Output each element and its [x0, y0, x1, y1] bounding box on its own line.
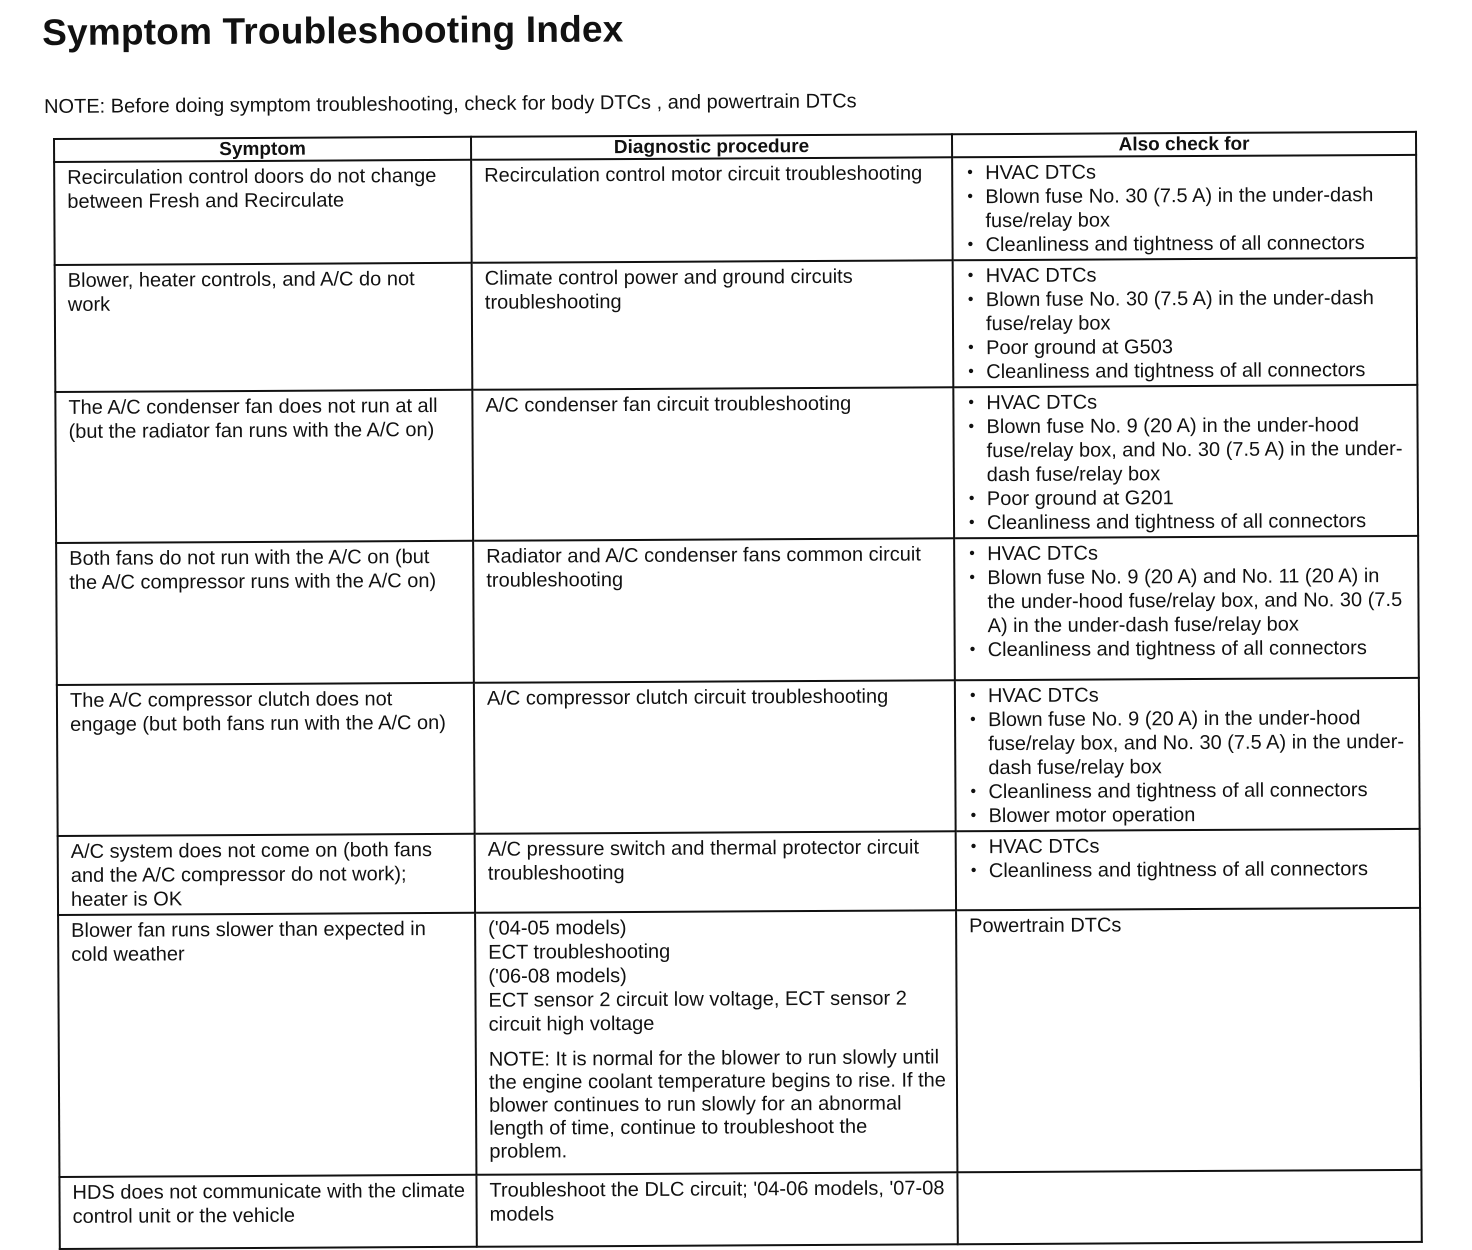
list-item [965, 159, 1405, 185]
bullet-icon: • [970, 838, 977, 856]
bullet-icon: • [970, 711, 976, 729]
list-item [966, 286, 1406, 336]
list-item [969, 802, 1409, 828]
list-item [966, 231, 1406, 257]
symptom-cell: The A/C condenser fan does not run at all (but the radiator fan runs with the A/C on) [55, 390, 473, 543]
bullet-icon: • [967, 267, 974, 285]
page-title: Symptom Troubleshooting Index [42, 8, 624, 53]
list-item-text: Cleanliness and tightness of all connectors [987, 637, 1367, 662]
also-check-cell [956, 908, 1421, 1172]
table-row [54, 155, 1417, 265]
bullet-icon: • [970, 862, 977, 880]
also-check-cell [954, 536, 1419, 680]
list-item-text: Cleanliness and tightness of all connectors [988, 779, 1368, 804]
also-check-list [965, 159, 1405, 257]
list-item [967, 540, 1407, 566]
list-item-text: Poor ground at G201 [986, 487, 1174, 511]
procedure-line: ('04-05 models) [488, 917, 627, 940]
also-check-cell [957, 1170, 1421, 1244]
bullet-icon: • [969, 641, 976, 659]
list-item [968, 636, 1408, 662]
procedure-line: Troubleshoot the DLC circuit; '04-06 models, '07-08 models [489, 1177, 945, 1226]
procedure-cell [475, 910, 957, 1175]
list-item-text: Cleanliness and tightness of all connectors [986, 510, 1367, 535]
procedure-cell [474, 680, 956, 834]
procedure-line: A/C compressor clutch circuit troubleshooting [486, 685, 889, 710]
list-item [966, 389, 1406, 415]
list-item [967, 485, 1407, 511]
symptom-cell: HDS does not communicate with the climate control unit or the vehicle [59, 1175, 476, 1249]
table-row [57, 678, 1420, 836]
bullet-icon: • [969, 687, 976, 705]
procedure-line: ECT sensor 2 circuit low voltage, ECT sensor 2 circuit high voltage [488, 987, 907, 1036]
bullet-icon: • [968, 514, 975, 532]
list-item [968, 706, 1408, 780]
bullet-icon: • [967, 164, 973, 182]
also-check-list [968, 682, 1409, 828]
symptom-cell: A/C system does not come on (both fans and the A/C compressor do not work); heater is OK [58, 834, 475, 915]
bullet-icon: • [969, 545, 975, 563]
procedure-cell [471, 157, 953, 263]
bullet-icon: • [968, 418, 975, 436]
header-also-check-for: Also check for [952, 132, 1416, 157]
list-item-text: Blown fuse No. 9 (20 A) in the under-hood fuse/relay box, and No. 30 (7.5 A) in the under-dash fuse/relay box [986, 414, 1403, 487]
bullet-icon: • [967, 188, 973, 206]
procedure-cell [475, 831, 956, 913]
symptom-cell: Recirculation control doors do not change between Fresh and Recirculate [54, 160, 472, 265]
symptom-cell: Both fans do not run with the A/C on (but the A/C compressor runs with the A/C on) [56, 541, 474, 685]
table-row [55, 385, 1418, 543]
table-row [58, 908, 1421, 1177]
also-check-list [967, 540, 1408, 662]
table-body [54, 155, 1422, 1249]
list-item-text: Blown fuse No. 30 (7.5 A) in the under-dash fuse/relay box [985, 287, 1374, 336]
procedure-cell [473, 538, 955, 683]
troubleshooting-table-wrapper [53, 131, 1421, 1228]
also-check-cell [955, 678, 1420, 831]
list-item-text: HVAC DTCs [987, 542, 1098, 566]
list-item [969, 857, 1409, 883]
table-row [59, 1170, 1421, 1249]
procedure-line: A/C condenser fan circuit troubleshooting [485, 392, 852, 417]
bullet-icon: • [968, 490, 975, 508]
also-check-text: Powertrain DTCs [969, 914, 1122, 938]
procedure-line: ('06-08 models) [488, 965, 627, 988]
procedure-cell [472, 260, 954, 390]
list-item-text: HVAC DTCs [988, 835, 1100, 859]
procedure-note: NOTE: It is normal for the blower to run slowly until the engine coolant temperature begins to rise. If the blower continues to run slowly for an abnormal length of time, continue to troubleshoot the problem. [488, 1046, 946, 1163]
table-row [58, 829, 1420, 915]
troubleshooting-table [53, 131, 1423, 1250]
procedure-cell [476, 1172, 957, 1247]
list-item [968, 778, 1408, 804]
list-item-text: HVAC DTCs [986, 391, 1098, 415]
list-item [966, 334, 1406, 360]
procedure-line: A/C pressure switch and thermal protector circuit troubleshooting [487, 836, 920, 885]
bullet-icon: • [970, 807, 977, 825]
procedure-line: Recirculation control motor circuit troubleshooting [484, 162, 923, 187]
also-check-cell [953, 258, 1418, 387]
list-item-text: HVAC DTCs [985, 264, 1097, 288]
list-item-text: Blown fuse No. 30 (7.5 A) in the under-dash fuse/relay box [985, 184, 1374, 233]
list-item [966, 413, 1406, 487]
list-item-text: Blown fuse No. 9 (20 A) in the under-hood fuse/relay box, and No. 30 (7.5 A) in the under-dash fuse/relay box [988, 707, 1405, 780]
list-item-text: Cleanliness and tightness of all connectors [988, 858, 1369, 883]
also-check-list [966, 389, 1407, 535]
symptom-cell: Blower fan runs slower than expected in cold weather [58, 913, 476, 1177]
list-item-text: Poor ground at G503 [986, 336, 1173, 360]
procedure-cell [472, 387, 954, 541]
header-diagnostic-procedure: Diagnostic procedure [471, 134, 952, 160]
list-item [969, 833, 1409, 859]
bullet-icon: • [968, 363, 974, 381]
list-item-text: Cleanliness and tightness of all connectors [985, 232, 1365, 257]
bullet-icon: • [968, 394, 975, 412]
procedure-line: ECT troubleshooting [488, 940, 671, 964]
bullet-icon: • [970, 783, 977, 801]
also-check-list [969, 833, 1409, 883]
list-item-text: HVAC DTCs [987, 684, 1099, 708]
list-item-text: Blown fuse No. 9 (20 A) and No. 11 (20 A) in the under-hood fuse/relay box, and No. 30 (7.5 A) in the under-dash fuse/relay box [987, 565, 1403, 638]
also-check-cell [952, 155, 1417, 260]
bullet-icon: • [969, 569, 975, 587]
list-item [966, 262, 1406, 288]
bullet-icon: • [967, 236, 974, 254]
list-item-text: Cleanliness and tightness of all connectors [986, 359, 1366, 384]
list-item [967, 564, 1407, 638]
list-item-text: HVAC DTCs [985, 161, 1097, 185]
also-check-list [966, 262, 1407, 384]
list-item [965, 183, 1405, 233]
page-note: NOTE: Before doing symptom troubleshooting, check for body DTCs , and powertrain DTCs [44, 90, 857, 118]
bullet-icon: • [968, 339, 974, 357]
procedure-line: Climate control power and ground circuits troubleshooting [484, 265, 853, 314]
list-item [968, 682, 1408, 708]
table-row [56, 536, 1419, 685]
list-item [967, 509, 1407, 535]
header-symptom: Symptom [54, 137, 471, 162]
symptom-cell: The A/C compressor clutch does not engage (but both fans run with the A/C on) [57, 683, 475, 836]
also-check-cell [956, 829, 1420, 910]
list-item-text: Blower motor operation [988, 804, 1196, 828]
bullet-icon: • [967, 291, 974, 309]
symptom-cell: Blower, heater controls, and A/C do not work [55, 263, 473, 392]
procedure-line: Radiator and A/C condenser fans common circuit troubleshooting [486, 543, 921, 592]
list-item [966, 358, 1406, 384]
table-row [55, 258, 1418, 392]
also-check-cell [953, 385, 1418, 538]
